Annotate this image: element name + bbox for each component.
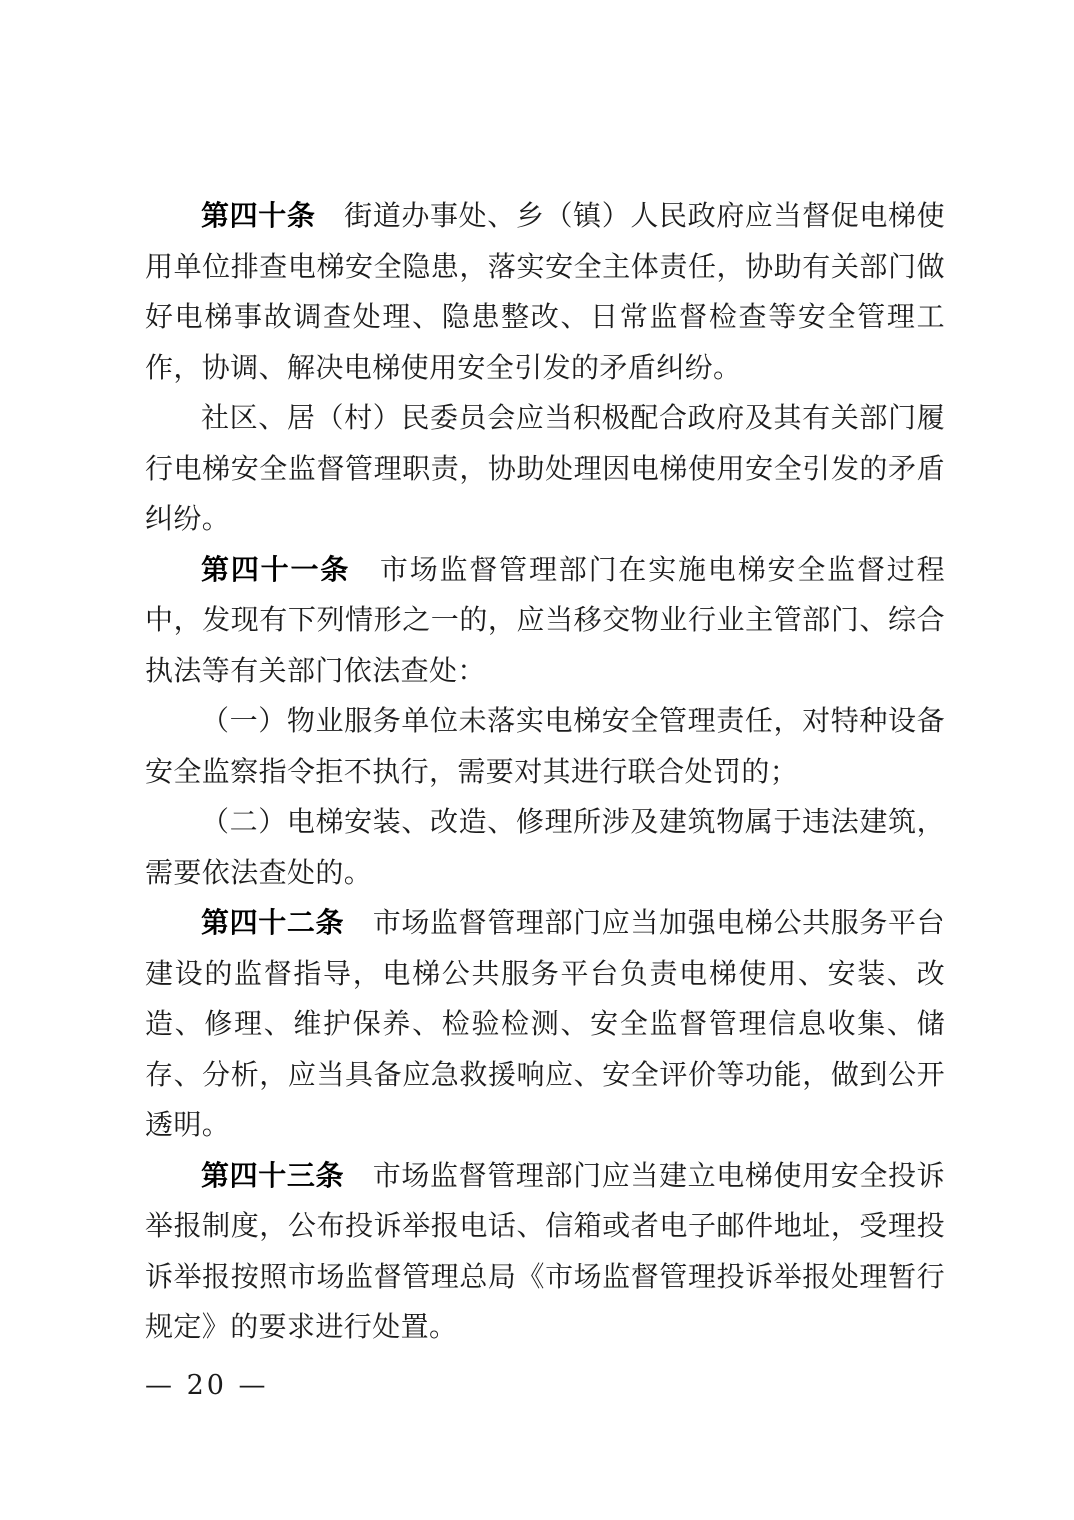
item-2-text: （二）电梯安装、改造、修理所涉及建筑物属于违法建筑，需要依法查处的。 — [145, 805, 945, 889]
article-43-text: 市场监督管理部门应当建立电梯使用安全投诉举报制度，公布投诉举报电话、信箱或者电子邮件地址，受理投诉举报按照市场监督管理总局《市场监督管理投诉举报处理暂行规定》的要求进行处置。 — [145, 1158, 945, 1343]
article-41-number-label: 第四十一条 — [201, 552, 351, 586]
document-text-block — [145, 191, 945, 1353]
community-paragraph-text: 社区、居（村）民委员会应当积极配合政府及其有关部门履行电梯安全监督管理职责，协助处理因电梯使用安全引发的矛盾纠纷。 — [145, 401, 945, 535]
item-1-text: （一）物业服务单位未落实电梯安全管理责任，对特种设备安全监察指令拒不执行，需要对其进行联合处罚的； — [145, 704, 945, 788]
page-number: — 20 — — [145, 1370, 269, 1401]
paragraph-article-41 — [145, 545, 945, 697]
article-40-text: 街道办事处、乡（镇）人民政府应当督促电梯使用单位排查电梯安全隐患，落实安全主体责任，协助有关部门做好电梯事故调查处理、隐患整改、日常监督检查等安全管理工作，协调、解决电梯使用安全引发的矛盾纠纷。 — [145, 199, 945, 384]
paragraph-article-40 — [145, 191, 945, 393]
paragraph-item-1 — [145, 696, 945, 797]
paragraph-item-2 — [145, 797, 945, 898]
paragraph-community-committee — [145, 393, 945, 545]
paragraph-article-42 — [145, 898, 945, 1151]
article-40-number-label: 第四十条 — [201, 199, 316, 232]
article-42-text: 市场监督管理部门应当加强电梯公共服务平台建设的监督指导，电梯公共服务平台负责电梯使用、安装、改造、修理、维护保养、检验检测、安全监督管理信息收集、储存、分析，应当具备应急救援响应、安全评价等功能，做到公开透明。 — [145, 906, 945, 1141]
paragraph-article-43 — [145, 1151, 945, 1353]
article-41-text: 市场监督管理部门在实施电梯安全监督过程中，发现有下列情形之一的，应当移交物业行业主管部门、综合执法等有关部门依法查处： — [145, 552, 945, 687]
article-43-number-label: 第四十三条 — [201, 1158, 345, 1192]
article-42-number-label: 第四十二条 — [201, 906, 345, 939]
